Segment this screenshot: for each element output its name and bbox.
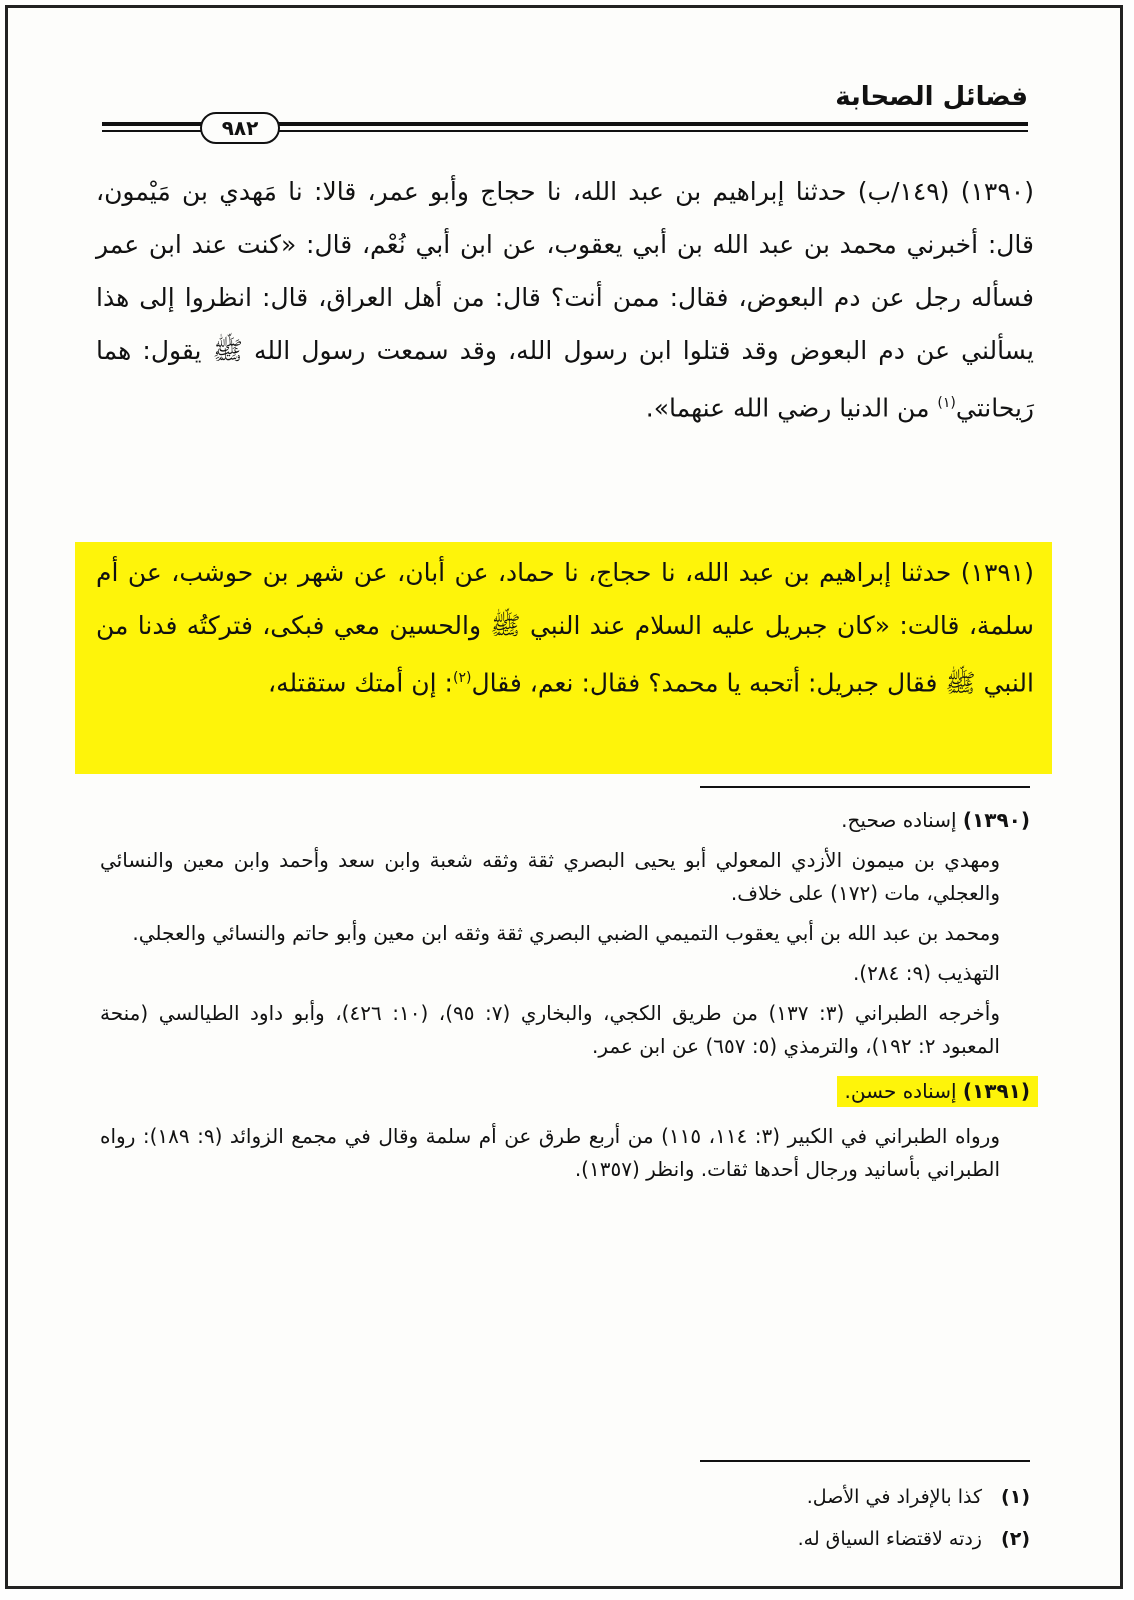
note-text: إسناده صحيح.: [841, 808, 963, 832]
footnote-number: (٢): [1001, 1528, 1030, 1550]
footnote-number: (١): [1001, 1486, 1030, 1508]
footnote-1: [100, 1476, 1030, 1518]
note-paragraph: ومهدي بن ميمون الأزدي المعولي أبو يحيى البصري ثقة وثقه شعبة وابن سعد وأحمد وابن معين والنسائي والعجلي، مات (١٧٢) على خلاف.: [100, 848, 1000, 905]
hadith-1390-text: (١٣٩٠) (١٤٩/ب) حدثنا إبراهيم بن عبد الله، نا حجاج وأبو عمر، قالا: نا مَهدي بن مَيْمون، قال: أخبرني محمد بن عبد الله بن أبي يعقوب، عن ابن أبي نُعْم، قال: «كنت عند ابن عمر فسأله رجل عن دم البعوض، فقال: ممن أنت؟ قال: من أهل العراق، قال: انظروا إلى هذا يسألني عن دم البعوض وقد قتلوا ابن رسول الله، وقد سمعت رسول الله ﷺ يقول: هما رَيحانتي: [96, 177, 1034, 423]
footnote-text: كذا بالإفراد في الأصل.: [806, 1486, 982, 1508]
footnotes: [100, 1476, 1030, 1560]
footnote-text: زدته لاقتضاء السياق له.: [797, 1528, 982, 1550]
page-number: ٩٨٢: [200, 112, 280, 144]
notes-separator: [700, 786, 1030, 788]
footnote-ref-2: (٢): [452, 670, 472, 686]
note-paragraph: ورواه الطبراني في الكبير (٣: ١١٤، ١١٥) من أربع طرق عن أم سلمة وقال في مجمع الزوائد (٩: ١٨٩): رواه الطبراني بأسانيد ورجال أحدها ثقات. وانظر (١٣٥٧).: [100, 1124, 1000, 1181]
hadith-1390-end: من الدنيا رضي الله عنهما».: [645, 393, 938, 423]
hadith-1391-text: (١٣٩١) حدثنا إبراهيم بن عبد الله، نا حجاج، نا حماد، عن أبان، عن شهر بن حوشب، عن أم سلمة، قالت: «كان جبريل عليه السلام عند النبي ﷺ والحسين معي فبكى، فتركتُه فدنا من النبي ﷺ فقال جبريل: أتحبه يا محمد؟ فقال: نعم، فقال: [96, 558, 1034, 698]
note-text: إسناده حسن.: [844, 1079, 963, 1103]
commentary: [100, 804, 1030, 1193]
hadith-1391-end: : إن أمتك ستقتله،: [268, 668, 453, 698]
footnote-ref-1: (١): [937, 395, 956, 411]
hadith-1391: [96, 546, 1034, 709]
note-paragraph: التهذيب (٩: ٢٨٤).: [852, 961, 1000, 985]
book-title: فضائل الصحابة: [835, 82, 1028, 112]
hadith-1390: [96, 165, 1034, 434]
note-number: (١٣٩١): [962, 1079, 1030, 1103]
footnote-separator: [700, 1460, 1030, 1462]
page-header: [102, 78, 1028, 138]
highlighted-note: [837, 1076, 1038, 1107]
note-paragraph: وأخرجه الطبراني (٣: ١٣٧) من طريق الكجي، والبخاري (٧: ٩٥)، (١٠: ٤٢٦)، وأبو داود الطيالسي (منحة المعبود ٢: ١٩٢)، والترمذي (٥: ٦٥٧) عن ابن عمر.: [100, 1001, 1000, 1058]
note-paragraph: ومحمد بن عبد الله بن أبي يعقوب التميمي الضبي البصري ثقة وثقه ابن معين وأبو حاتم والنسائي والعجلي.: [132, 921, 1000, 945]
note-number: (١٣٩٠): [962, 808, 1030, 832]
note-1390-head: [100, 804, 1030, 837]
footnote-2: [100, 1518, 1030, 1560]
note-1391-head: [100, 1075, 1030, 1108]
